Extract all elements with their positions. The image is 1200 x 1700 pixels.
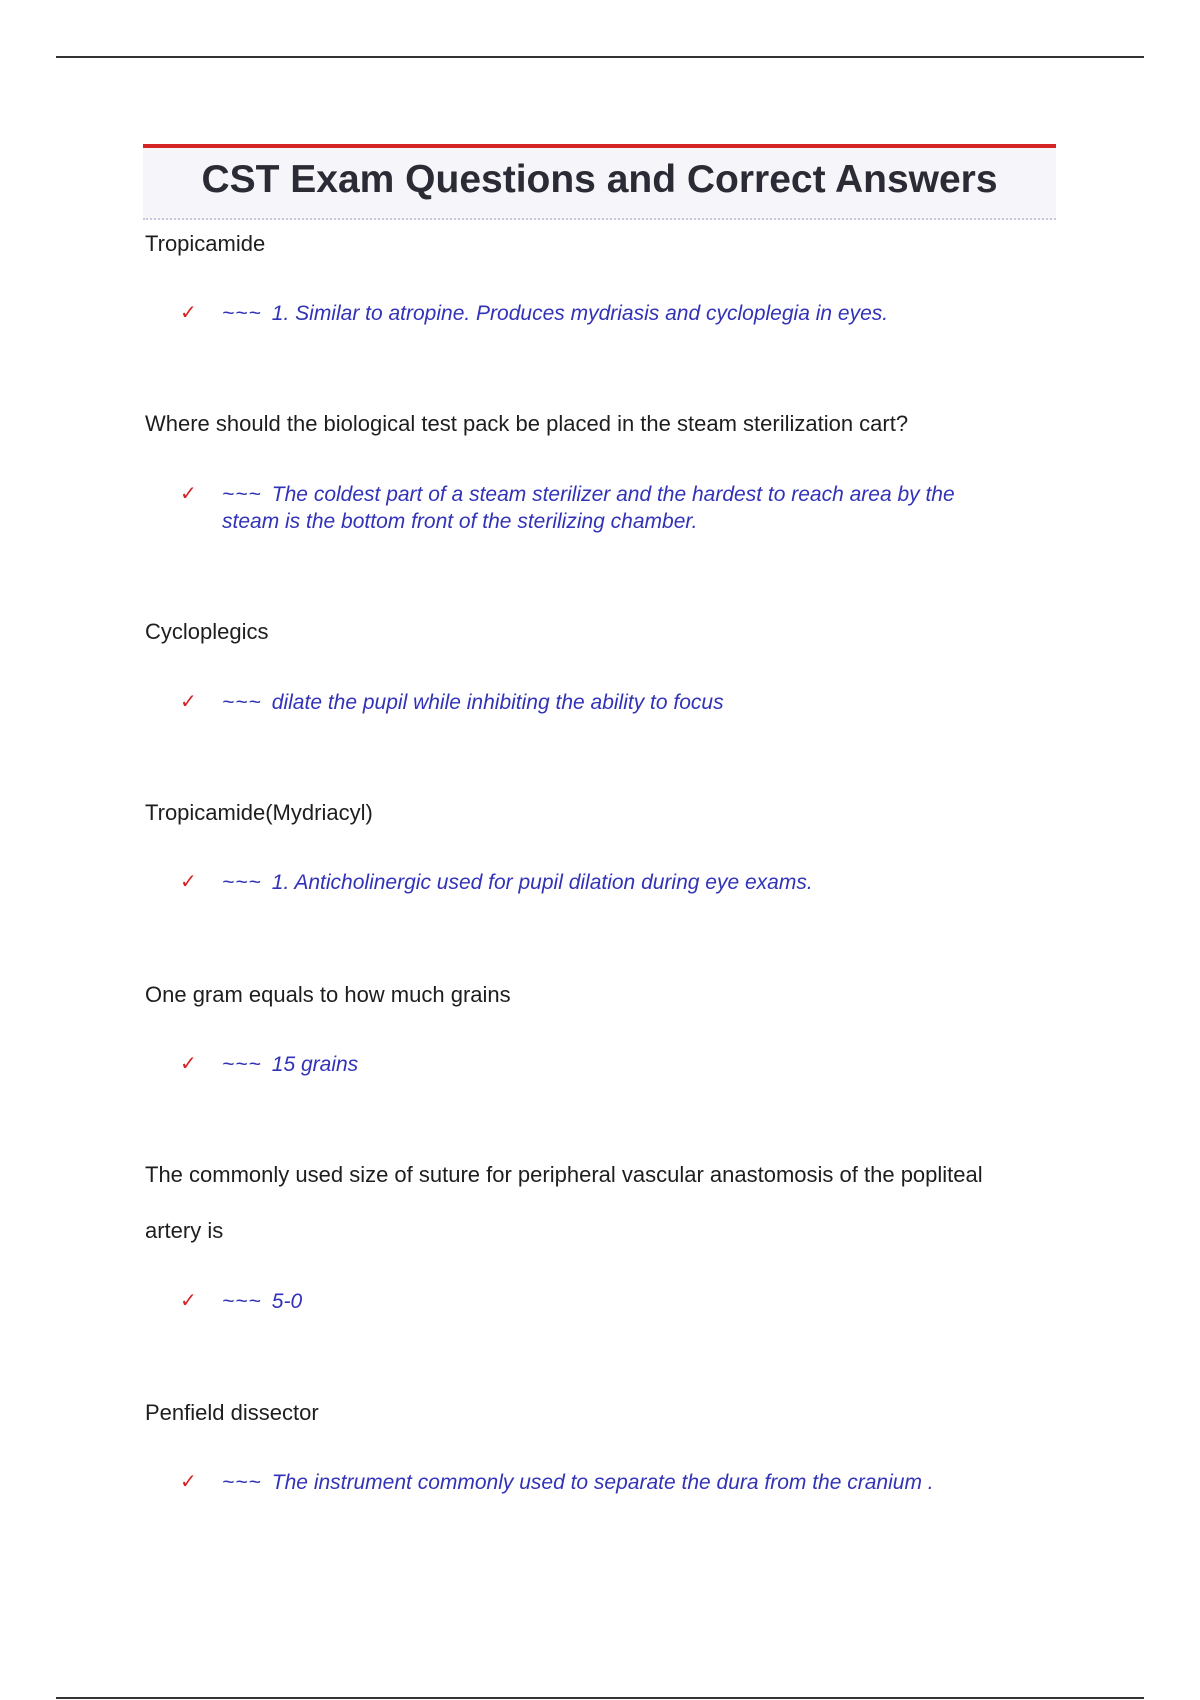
title-banner [143, 144, 1056, 220]
answer-6 [180, 1288, 1010, 1315]
question-3: Cycloplegics [145, 619, 269, 644]
answer-5 [180, 1051, 1010, 1078]
header-rule [56, 56, 1144, 58]
answer-2 [180, 481, 1010, 535]
question-1: Tropicamide [145, 231, 266, 256]
answer-1 [180, 300, 1010, 327]
answer-body: 1. Similar to atropine. Produces mydriasis and cycloplegia in eyes. [271, 302, 889, 325]
question-7: Penfield dissector [145, 1400, 319, 1425]
answer-body: 15 grains [271, 1053, 359, 1076]
answer-prefix: ~~~ [222, 483, 262, 506]
answer-text [222, 481, 1010, 535]
answer-prefix: ~~~ [222, 1471, 262, 1494]
answer-text [222, 300, 1010, 327]
answer-4 [180, 869, 1010, 896]
question-6: The commonly used size of suture for peripheral vascular anastomosis of the popliteal artery is [145, 1162, 983, 1243]
checkmark-icon: ✓ [180, 1053, 197, 1075]
answer-7 [180, 1469, 1010, 1496]
answer-prefix: ~~~ [222, 871, 262, 894]
answer-body: 5-0 [271, 1290, 303, 1313]
checkmark-icon: ✓ [180, 871, 197, 893]
answer-text [222, 689, 1010, 716]
answer-prefix: ~~~ [222, 691, 262, 714]
checkmark-icon: ✓ [180, 1290, 197, 1312]
question-2: Where should the biological test pack be placed in the steam sterilization cart? [145, 411, 909, 436]
checkmark-icon: ✓ [180, 483, 197, 505]
answer-body: 1. Anticholinergic used for pupil dilation during eye exams. [271, 871, 813, 894]
answer-body: dilate the pupil while inhibiting the ability to focus [271, 691, 724, 714]
checkmark-icon: ✓ [180, 302, 197, 324]
checkmark-icon: ✓ [180, 1471, 197, 1493]
footer-rule [56, 1697, 1144, 1699]
checkmark-icon: ✓ [180, 691, 197, 713]
question-5: One gram equals to how much grains [145, 982, 511, 1007]
page-title: CST Exam Questions and Correct Answers [201, 158, 998, 201]
answer-text [222, 1051, 1010, 1078]
answer-body: The instrument commonly used to separate the dura from the cranium . [271, 1471, 934, 1494]
answer-prefix: ~~~ [222, 302, 262, 325]
answer-body: The coldest part of a steam sterilizer and the hardest to reach area by the steam is the bottom front of the sterilizing chamber. [222, 483, 955, 533]
answer-prefix: ~~~ [222, 1053, 262, 1076]
question-4: Tropicamide(Mydriacyl) [145, 800, 373, 825]
answer-prefix: ~~~ [222, 1290, 262, 1313]
answer-text [222, 869, 1010, 896]
answer-text [222, 1469, 1010, 1496]
answer-text [222, 1288, 1010, 1315]
answer-3 [180, 689, 1010, 716]
